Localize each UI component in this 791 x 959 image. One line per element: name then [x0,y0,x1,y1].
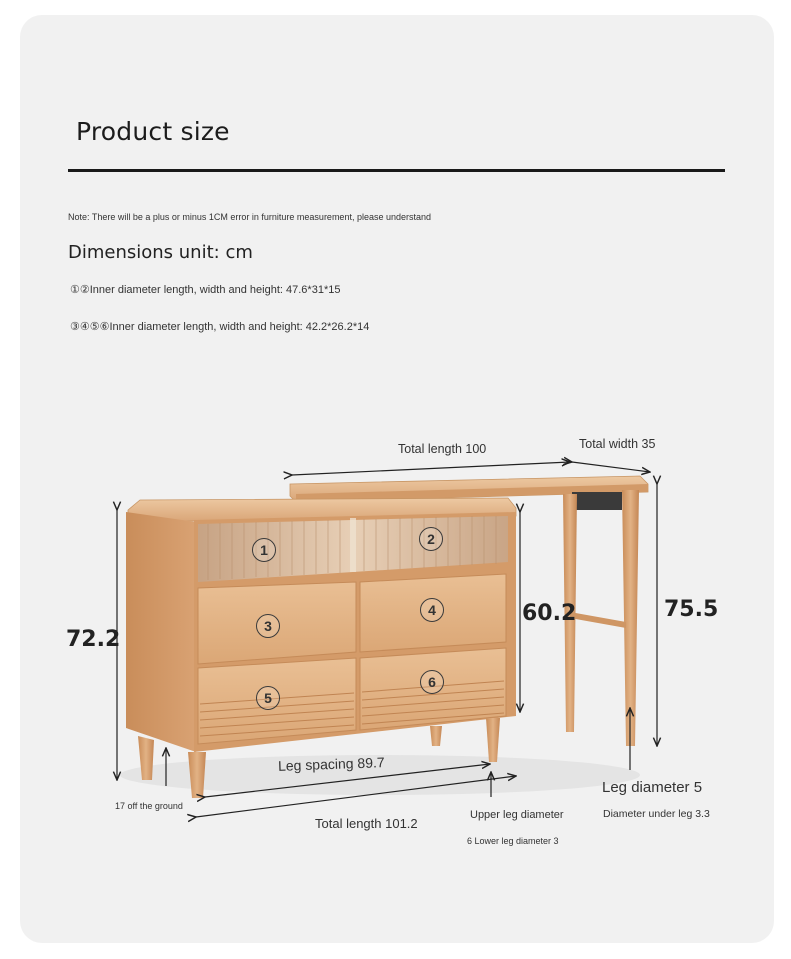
drawer-number-5: 5 [256,686,280,710]
drawer-number-6: 6 [420,670,444,694]
off-ground-label: 17 off the ground [115,801,183,811]
drawer-number-2: 2 [419,527,443,551]
total-width-label: Total width 35 [579,437,656,451]
dimensions-unit: Dimensions unit: cm [68,242,253,263]
desk-crossbar [570,612,626,628]
leg-diameter-label: Leg diameter 5 [602,779,703,796]
cabinet-height-label: 72.2 [66,627,121,652]
page-title: Product size [76,117,230,146]
leg-spacing-label: Leg spacing 89.7 [277,754,385,774]
desk-leg-front [622,490,639,746]
under-leg-label: Diameter under leg 3.3 [603,808,710,820]
cabinet-leg-front-right [486,718,500,762]
desk-height-label: 75.5 [664,597,719,622]
drawer-number-1: 1 [252,538,276,562]
spec-drawers-1-2: ①②Inner diameter length, width and height: 47.6*31*15 [70,284,341,296]
lower-leg-label: 6 Lower leg diameter 3 [467,836,559,846]
cabinet-leg-front-left [188,752,206,798]
cabinet-leg-back-right [430,726,442,746]
glass-divider [350,518,356,572]
total-length-top-label: Total length 100 [398,442,487,456]
upper-leg-label: Upper leg diameter [470,809,564,821]
drawer-number-3: 3 [256,614,280,638]
desk-bracket [572,492,622,510]
cabinet-side [126,512,196,752]
inner-height-label: 60.2 [522,601,577,626]
total-length-bottom-label: Total length 101.2 [315,816,418,831]
spec-drawers-3-6: ③④⑤⑥Inner diameter length, width and height: 42.2*26.2*14 [70,321,370,333]
measurement-note: Note: There will be a plus or minus 1CM error in furniture measurement, please understand [68,212,432,222]
drawer-number-4: 4 [420,598,444,622]
